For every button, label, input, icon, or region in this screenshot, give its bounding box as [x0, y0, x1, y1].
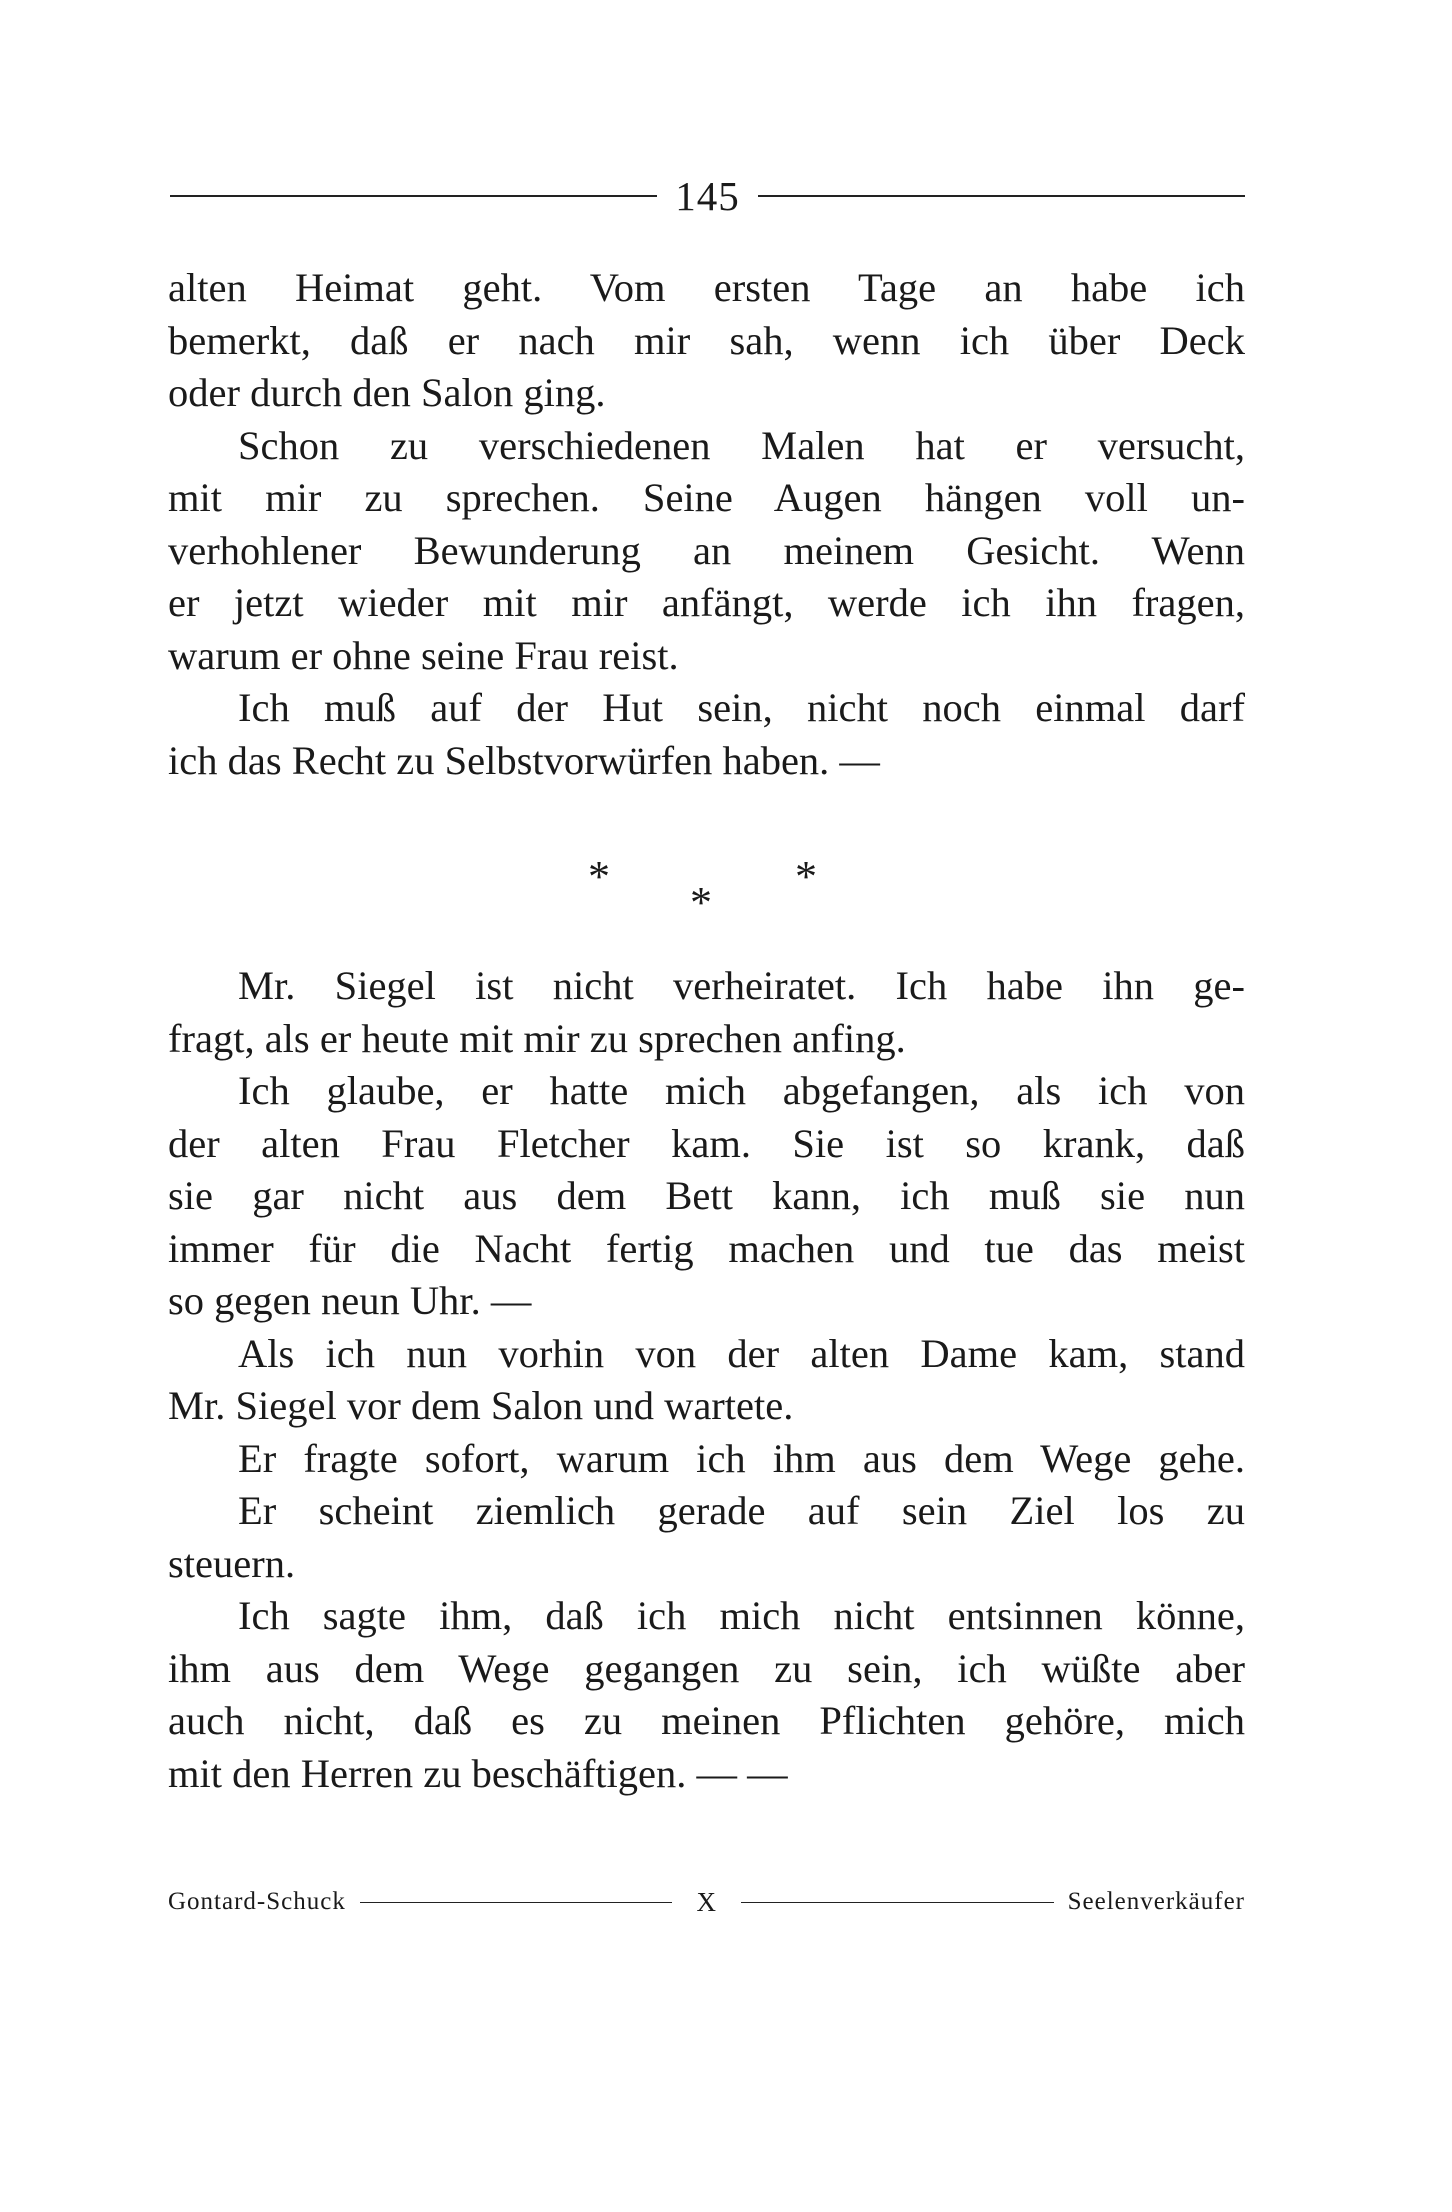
footer-author: Gontard-Schuck	[168, 1888, 346, 1915]
text-block-2	[168, 960, 1245, 1800]
text-line: Er scheint ziemlich gerade auf sein Ziel los zu	[238, 1488, 1245, 1533]
text-line: alten Heimat geht. Vom ersten Tage an habe ich	[168, 265, 1245, 310]
text-line: ich das Recht zu Selbstvorwürfen haben. —	[168, 737, 880, 783]
text-line: so gegen neun Uhr. —	[168, 1278, 532, 1323]
separator-asterisk-middle: *	[690, 878, 712, 927]
page-footer	[168, 1882, 1245, 1922]
text-line: Mr. Siegel vor dem Salon und wartete.	[168, 1383, 794, 1428]
footer-signature-mark: X	[696, 1886, 717, 1917]
text-line: oder durch den Salon ging.	[168, 370, 606, 415]
text-line: Ich glaube, er hatte mich abgefangen, als ich von	[238, 1068, 1245, 1113]
text-block-1	[168, 262, 1245, 787]
text-line: Als ich nun vorhin von der alten Dame kam, stand	[238, 1330, 1245, 1376]
text-line: mit mir zu sprechen. Seine Augen hängen voll un-	[168, 475, 1245, 520]
separator-asterisk-right: *	[795, 852, 817, 901]
page-header	[170, 168, 1245, 224]
text-line: verhohlener Bewunderung an meinem Gesicht. Wenn	[168, 527, 1245, 573]
text-line: ihm aus dem Wege gegangen zu sein, ich wüßte aber	[168, 1645, 1245, 1691]
header-rule-left	[170, 195, 657, 197]
text-line: bemerkt, daß er nach mir sah, wenn ich über Deck	[168, 317, 1245, 363]
text-line: Schon zu verschiedenen Malen hat er versucht,	[238, 422, 1245, 468]
text-line: sie gar nicht aus dem Bett kann, ich muß sie nun	[168, 1173, 1245, 1218]
text-line: Er fragte sofort, warum ich ihm aus dem Wege gehe.	[238, 1435, 1245, 1481]
text-line: der alten Frau Fletcher kam. Sie ist so krank, daß	[168, 1120, 1245, 1166]
footer-rule-right	[741, 1902, 1054, 1903]
text-line: auch nicht, daß es zu meinen Pflichten gehöre, mich	[168, 1698, 1245, 1743]
text-line: immer für die Nacht fertig machen und tue das meist	[168, 1225, 1245, 1271]
text-line: fragt, als er heute mit mir zu sprechen anfing.	[168, 1015, 906, 1061]
text-line: er jetzt wieder mit mir anfängt, werde ich ihn fragen,	[168, 580, 1245, 625]
text-line: Mr. Siegel ist nicht verheiratet. Ich habe ihn ge-	[238, 963, 1245, 1008]
text-line: warum er ohne seine Frau reist.	[168, 632, 679, 678]
page-number: 145	[675, 172, 740, 219]
separator-asterisk-left: *	[588, 852, 610, 901]
text-line: Ich sagte ihm, daß ich mich nicht entsinnen könne,	[238, 1593, 1245, 1638]
text-line: steuern.	[168, 1540, 296, 1586]
footer-title: Seelenverkäufer	[1067, 1888, 1245, 1915]
text-line: mit den Herren zu beschäftigen. — —	[168, 1750, 788, 1796]
footer-rule-left	[360, 1902, 673, 1903]
header-rule-right	[758, 195, 1245, 197]
text-line: Ich muß auf der Hut sein, nicht noch einmal darf	[238, 685, 1245, 730]
section-separator	[0, 852, 1452, 935]
